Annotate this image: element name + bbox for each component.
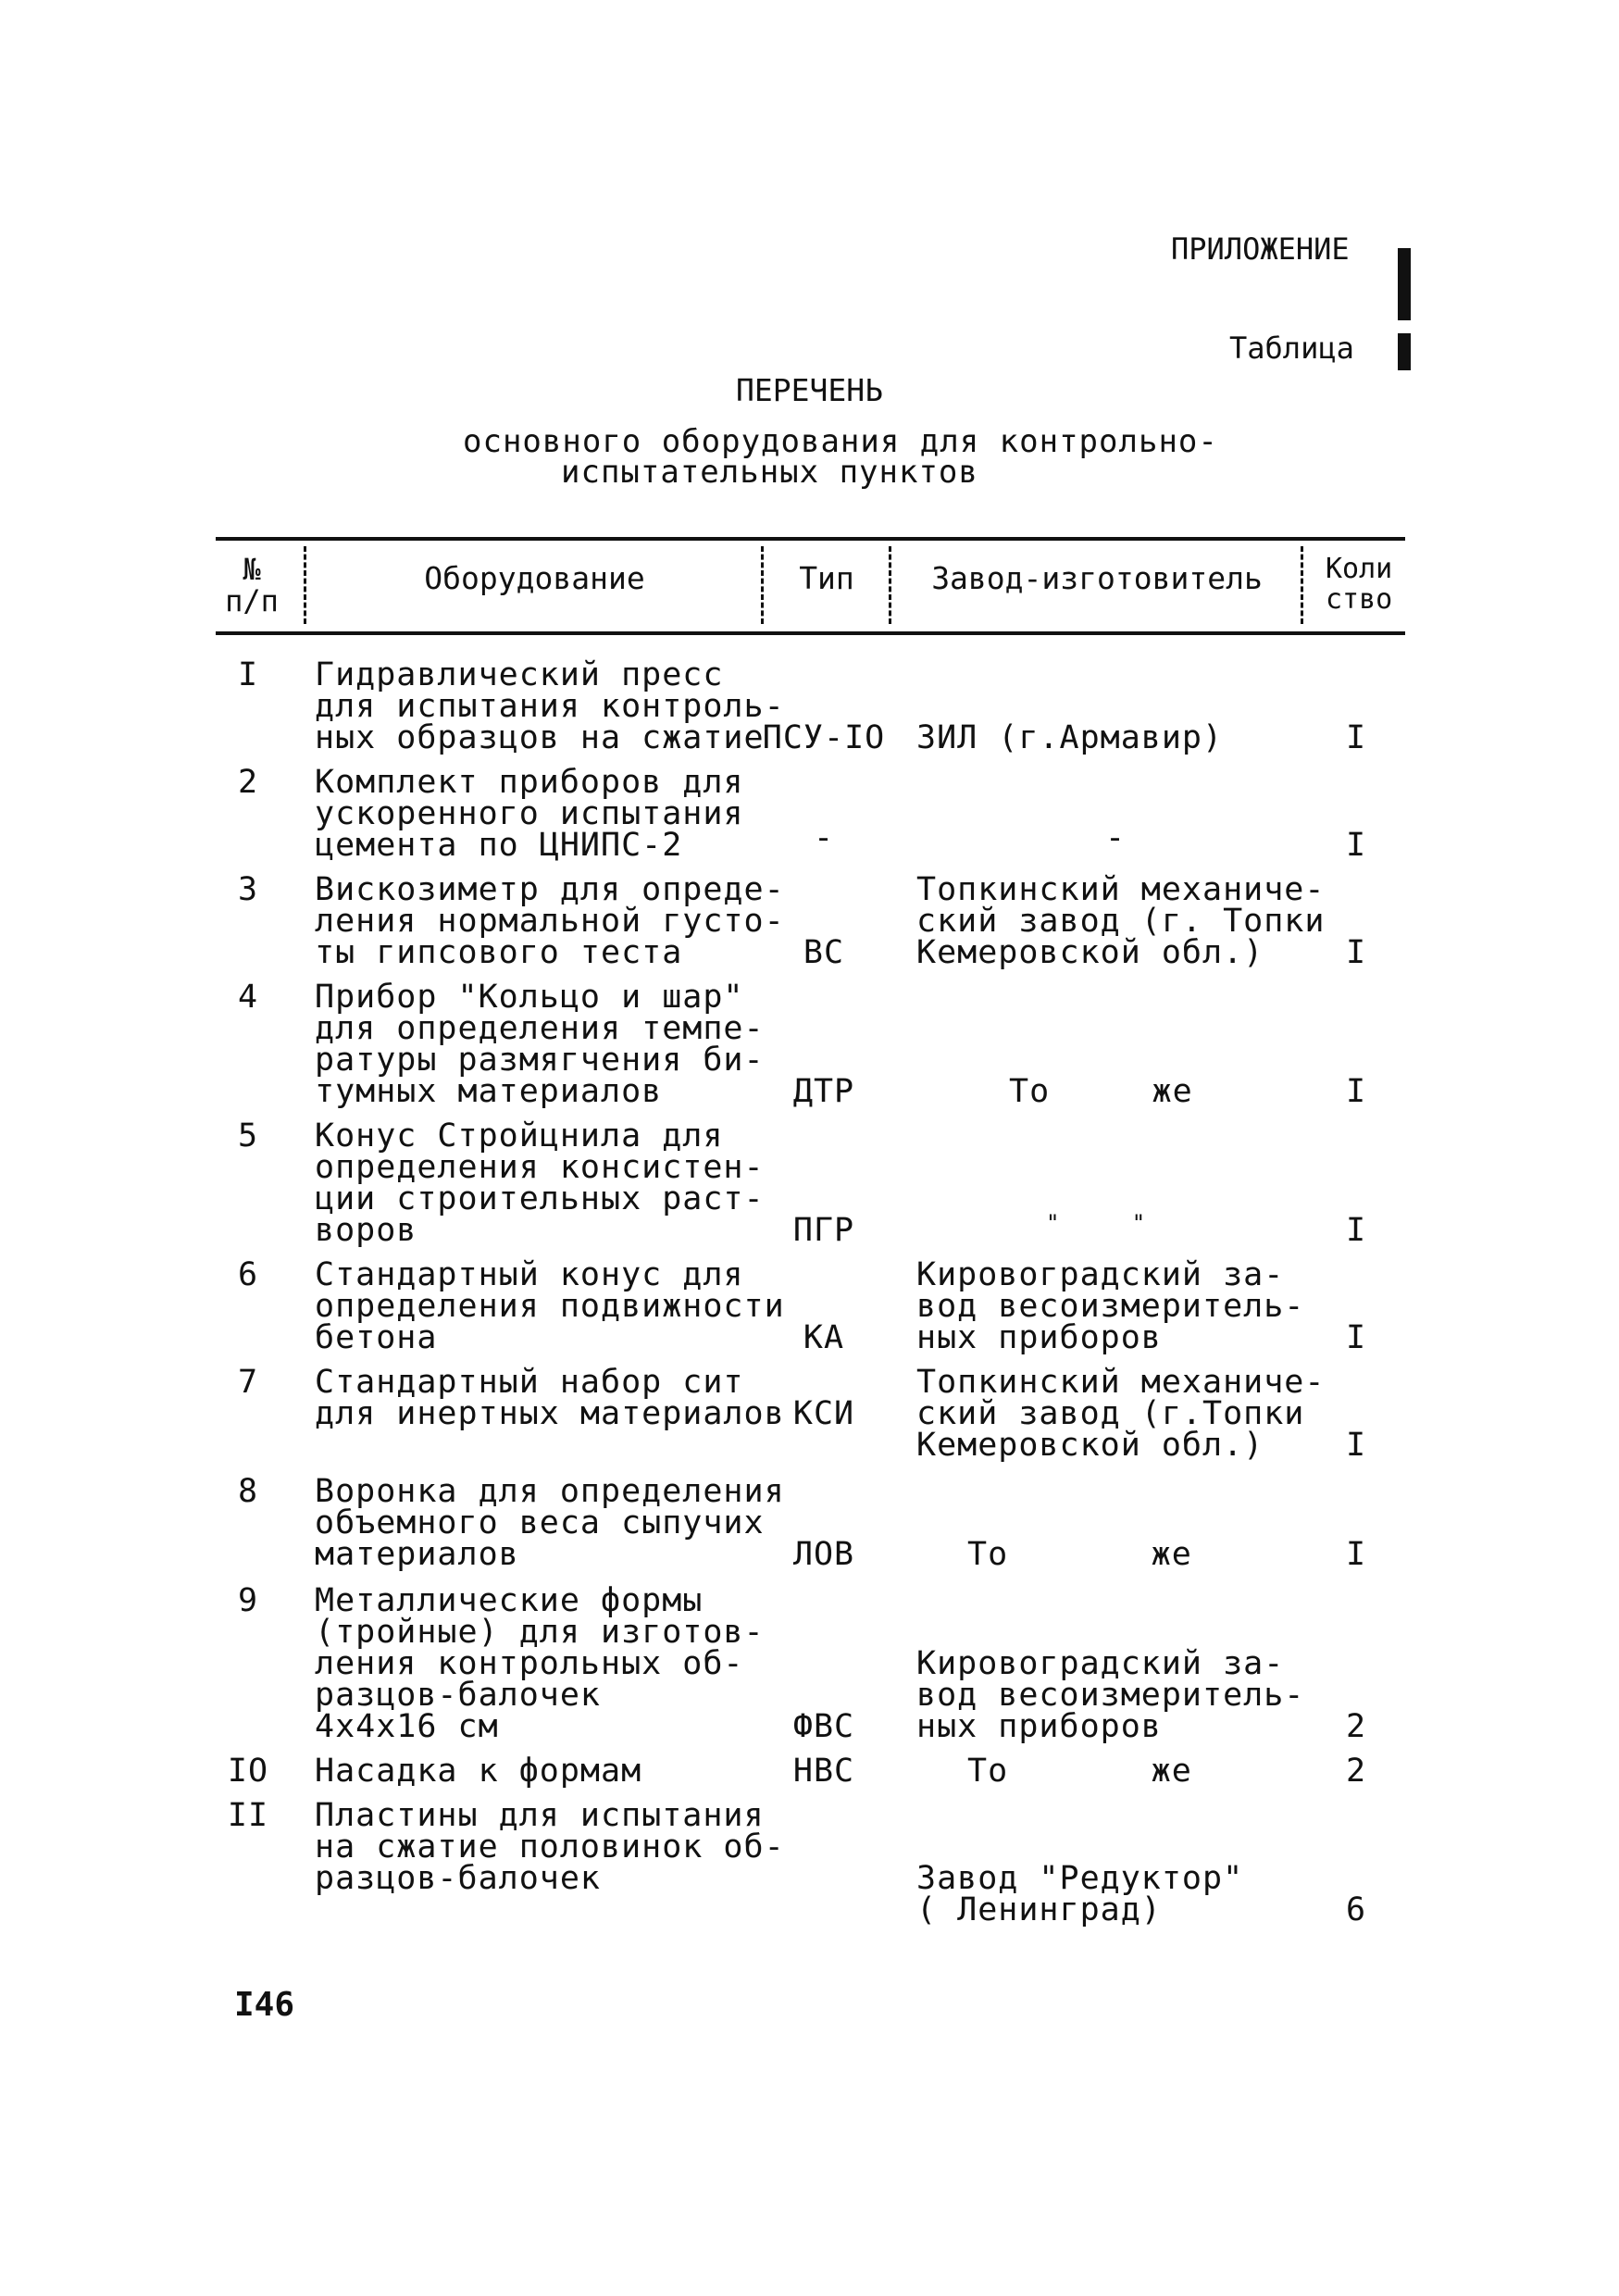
- row-type: КА: [803, 1319, 845, 1356]
- row-equipment: Пластины для испытания на сжатие половинок об- разцов-балочек: [315, 1797, 785, 1897]
- row-equipment: Воронка для определения объемного веса сыпучих материалов: [315, 1473, 785, 1573]
- table-top-rule: [216, 537, 1405, 541]
- row-qty: I: [1345, 827, 1367, 864]
- row-type: ЛОВ: [792, 1536, 855, 1573]
- row-qty: 2: [1345, 1753, 1367, 1790]
- row-maker: " ": [1046, 1210, 1147, 1236]
- row-num: 5: [237, 1117, 259, 1154]
- header-maker: Завод-изготовитель: [931, 560, 1263, 596]
- row-qty: I: [1345, 1073, 1367, 1110]
- row-equipment: Комплект приборов для ускоренного испытания цемента по ЦНИПС-2: [315, 764, 744, 864]
- row-qty: I: [1345, 719, 1367, 756]
- row-num: 9: [237, 1582, 259, 1619]
- row-num: IO: [227, 1753, 269, 1790]
- row-qty: I: [1345, 1212, 1367, 1249]
- row-maker: То же: [967, 1753, 1192, 1790]
- row-num: I: [237, 656, 259, 693]
- row-equipment: Гидравлический пресс для испытания контроль- ных образцов на сжатие: [315, 656, 785, 756]
- row-qty: I: [1345, 1427, 1367, 1464]
- row-maker: То же: [967, 1536, 1192, 1573]
- row-qty: 6: [1345, 1891, 1367, 1928]
- row-qty: I: [1345, 1536, 1367, 1573]
- row-equipment: Вискозиметр для опреде- ления нормальной густо- ты гипсового теста: [315, 871, 785, 971]
- header-separator-1: [304, 546, 306, 624]
- row-equipment: Прибор "Кольцо и шар" для определения темпе- ратуры размягчения би- тумных материалов: [315, 979, 765, 1110]
- row-maker: Топкинский механиче- ский завод (г. Топки Кемеровской обл.): [916, 871, 1326, 971]
- appendix-number-mark: [1398, 248, 1411, 320]
- row-type: ПГР: [792, 1212, 855, 1249]
- row-num: 7: [237, 1364, 259, 1401]
- document-subtitle-line1: основного оборудования для контрольно-: [463, 423, 1218, 460]
- document-title: ПЕРЕЧЕНЬ: [736, 372, 883, 408]
- row-type: ВС: [803, 934, 845, 971]
- row-num: 2: [237, 764, 259, 801]
- row-type: -: [813, 819, 835, 856]
- header-separator-4: [1301, 546, 1303, 624]
- table-header-bottom-rule: [216, 631, 1405, 635]
- document-subtitle-line2: испытательных пунктов: [561, 454, 978, 491]
- row-num: 6: [237, 1256, 259, 1293]
- header-separator-2: [761, 546, 764, 624]
- row-equipment: Насадка к формам: [315, 1753, 642, 1790]
- row-num: 3: [237, 871, 259, 908]
- row-maker: -: [1104, 819, 1127, 856]
- header-equipment: Оборудование: [424, 560, 645, 596]
- row-maker: Топкинский механиче- ский завод (г.Топки Кемеровской обл.): [916, 1364, 1326, 1464]
- row-equipment: Стандартный набор сит для инертных материалов: [315, 1364, 785, 1432]
- row-equipment: Конус Стройцнила для определения консистен- ции строительных раст- воров: [315, 1117, 765, 1249]
- header-type: Тип: [799, 560, 854, 596]
- row-qty: 2: [1345, 1708, 1367, 1745]
- row-type: ФВС: [792, 1708, 855, 1745]
- table-label: Таблица: [1229, 331, 1354, 366]
- row-num: 8: [237, 1473, 259, 1510]
- header-qty: Коли ство: [1326, 553, 1393, 616]
- row-maker: Кировоградский за- вод весоизмеритель- ных приборов: [916, 1256, 1305, 1356]
- row-num: II: [227, 1797, 269, 1834]
- table-number-mark: [1398, 333, 1411, 370]
- row-qty: I: [1345, 1319, 1367, 1356]
- page-number: I46: [234, 1986, 295, 2024]
- row-equipment: Металлические формы (тройные) для изготов- ления контрольных об- разцов-балочек 4x4x16 см: [315, 1582, 765, 1745]
- row-maker: ЗИЛ (г.Армавир): [916, 719, 1224, 756]
- row-qty: I: [1345, 934, 1367, 971]
- row-type: ДТР: [792, 1073, 855, 1110]
- header-separator-3: [889, 546, 891, 624]
- row-type: КСИ: [792, 1395, 855, 1432]
- header-num: № п/п: [225, 552, 279, 618]
- row-equipment: Стандартный конус для определения подвижности бетона: [315, 1256, 785, 1356]
- row-type: НВС: [792, 1753, 855, 1790]
- appendix-label: ПРИЛОЖЕНИЕ: [1171, 231, 1350, 267]
- row-type: ПСУ-IO: [762, 719, 886, 756]
- row-maker: Кировоградский за- вод весоизмеритель- ных приборов: [916, 1645, 1305, 1745]
- row-maker: Завод "Редуктор" ( Ленинград): [916, 1860, 1244, 1928]
- row-num: 4: [237, 979, 259, 1016]
- row-maker: То же: [1009, 1073, 1193, 1110]
